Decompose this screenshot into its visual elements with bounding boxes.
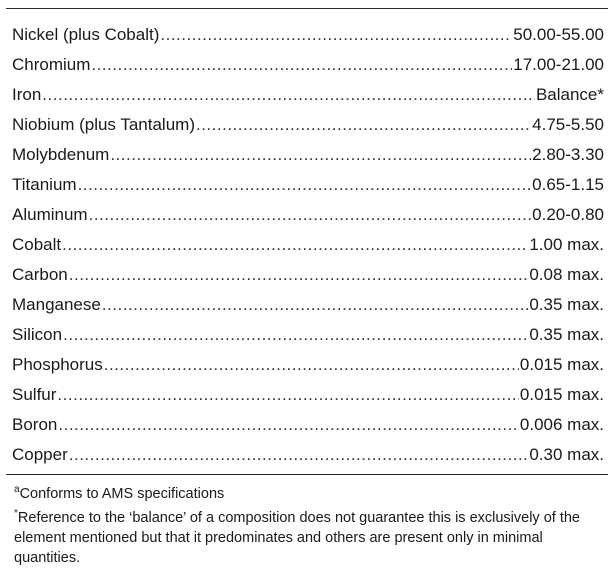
dot-leader [42,80,535,110]
footnote-ams [14,484,604,504]
footnote-mark-a: a [14,484,20,496]
composition-row-boron [6,410,608,440]
composition-row-aluminum [6,200,608,230]
composition-row-iron [6,80,608,110]
dot-leader [63,320,528,350]
composition-rows [6,9,608,470]
footnote-balance-text: Reference to the ‘balance’ of a composition does not guarantee this is exclusively of the element mentioned but that it predominates and others are present only in minimal quantities. [14,510,580,566]
dot-leader [62,230,528,260]
element-name: Aluminum [12,205,88,224]
dot-leader [102,290,529,320]
element-value: 0.30 max. [529,445,604,464]
dot-leader [57,380,518,410]
dot-leader [89,200,532,230]
dot-leader [91,50,512,80]
element-name: Sulfur [12,385,57,404]
element-name: Boron [12,415,58,434]
element-value: Balance* [535,85,604,104]
footnote-mark-star: * [14,508,18,520]
table-bottom-rule [6,474,608,475]
element-name: Silicon [12,325,63,344]
element-value: 0.35 max. [529,325,604,344]
element-name: Iron [12,85,42,104]
element-name: Molybdenum [12,145,110,164]
dot-leader [160,20,512,50]
element-value: 0.08 max. [529,265,604,284]
element-name: Titanium [12,175,77,194]
footnote-balance [14,508,604,568]
element-value: 0.015 max. [519,355,604,374]
element-value: 0.20-0.80 [532,205,604,224]
element-name: Copper [12,445,68,464]
composition-row-cobalt [6,230,608,260]
composition-row-niobium [6,110,608,140]
dot-leader [69,440,529,470]
element-value: 0.65-1.15 [532,175,604,194]
element-value: 0.35 max. [529,295,604,314]
composition-table [6,8,608,475]
element-value: 17.00-21.00 [513,55,604,74]
element-value: 2.80-3.30 [532,145,604,164]
composition-row-sulfur [6,380,608,410]
composition-row-chromium [6,50,608,80]
composition-row-copper [6,440,608,470]
footnotes [14,484,604,572]
element-value: 50.00-55.00 [513,25,604,44]
element-value: 1.00 max. [529,235,604,254]
element-value: 4.75-5.50 [532,115,604,134]
dot-leader [69,260,529,290]
element-value: 0.006 max. [519,415,604,434]
element-name: Niobium (plus Tantalum) [12,115,195,134]
composition-row-manganese [6,290,608,320]
composition-row-titanium [6,170,608,200]
element-name: Chromium [12,55,91,74]
composition-row-molybdenum [6,140,608,170]
dot-leader [78,170,532,200]
footnote-ams-text: Conforms to AMS specifications [19,486,225,502]
element-name: Nickel (plus Cobalt) [12,25,160,44]
dot-leader [104,350,519,380]
element-name: Manganese [12,295,101,314]
dot-leader [110,140,531,170]
composition-row-silicon [6,320,608,350]
composition-row-carbon [6,260,608,290]
element-name: Cobalt [12,235,62,254]
element-value: 0.015 max. [519,385,604,404]
element-name: Carbon [12,265,68,284]
dot-leader [196,110,531,140]
composition-row-nickel [6,20,608,50]
composition-row-phosphorus [6,350,608,380]
element-name: Phosphorus [12,355,103,374]
dot-leader [58,410,519,440]
